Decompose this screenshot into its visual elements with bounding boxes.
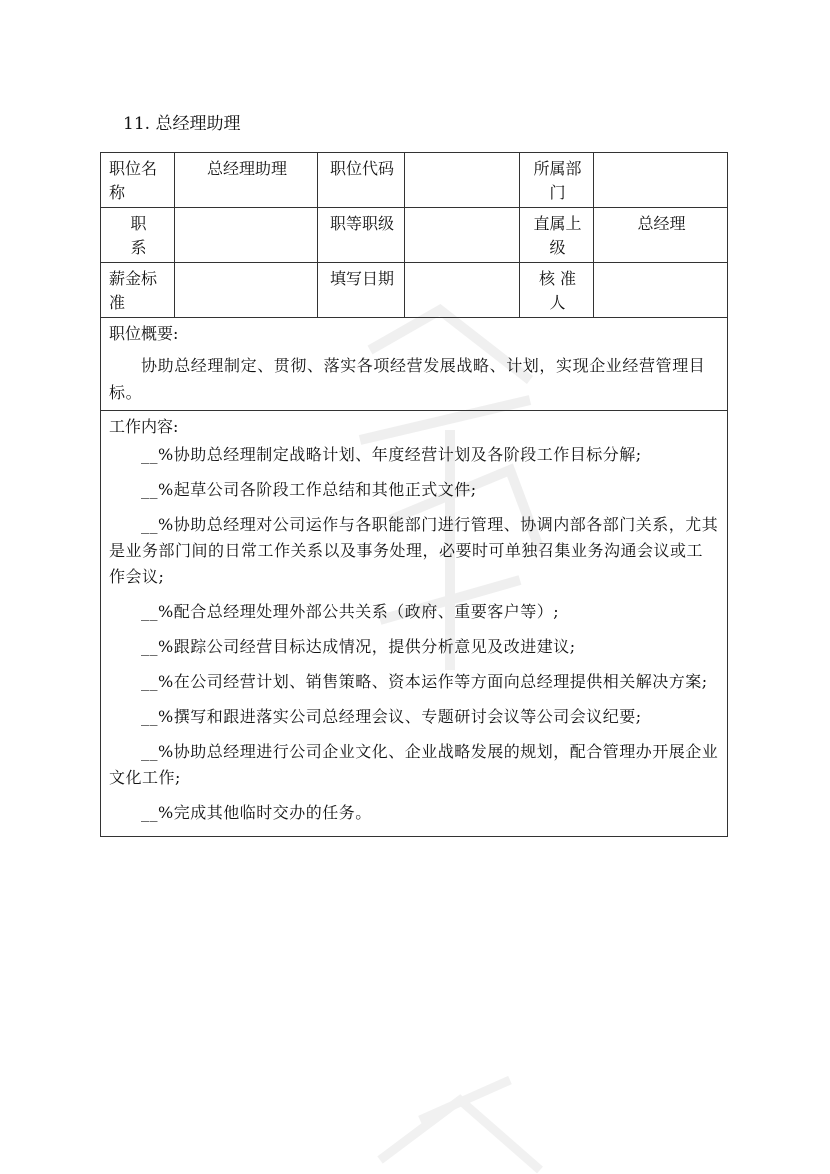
duties-section	[101, 411, 727, 836]
summary-text: 协助总经理制定、贯彻、落实各项经营发展战略、计划，实现企业经营管理目标。	[109, 356, 706, 402]
label-salary-standard: 薪金标准	[109, 269, 158, 312]
duty-item: __%协助总经理进行公司企业文化、企业战略发展的规划，配合管理办开展企业文化工作;	[109, 742, 719, 787]
label-position-code: 职位代码	[329, 159, 394, 178]
label-grade-level: 职等职级	[329, 214, 394, 233]
duty-item: __%完成其他临时交办的任务。	[141, 803, 372, 822]
value-direct-supervisor: 总经理	[637, 214, 686, 233]
label-job-family	[101, 208, 174, 262]
label-job-family-line1: 职	[130, 214, 147, 233]
duty-item: __%起草公司各阶段工作总结和其他正式文件;	[141, 480, 477, 499]
label-job-family-line2: 系	[130, 238, 147, 257]
duties-title: 工作内容:	[109, 417, 179, 436]
label-approver-line2: 人	[549, 293, 566, 312]
table-row	[101, 208, 728, 263]
value-approver	[594, 263, 727, 269]
table-row	[101, 263, 728, 318]
label-department: 所属部门	[533, 159, 582, 202]
duty-item: __%配合总经理处理外部公共关系（政府、重要客户等）;	[141, 602, 560, 621]
table-row-summary	[101, 318, 728, 411]
value-department	[594, 153, 727, 159]
value-job-family	[175, 208, 317, 214]
summary-section	[101, 318, 727, 410]
value-position-code	[405, 153, 519, 159]
duty-item: __%协助总经理制定战略计划、年度经营计划及各阶段工作目标分解;	[141, 445, 642, 464]
summary-title: 职位概要:	[109, 324, 179, 343]
duty-item: __%跟踪公司经营目标达成情况，提供分析意见及改进建议;	[141, 637, 576, 656]
label-fill-date: 填写日期	[329, 269, 394, 288]
table-row	[101, 153, 728, 208]
value-salary-standard	[175, 263, 317, 269]
duty-item: __%在公司经营计划、销售策略、资本运作等方面向总经理提供相关解决方案;	[141, 672, 708, 691]
value-fill-date	[405, 263, 519, 269]
label-approver	[520, 263, 593, 317]
duty-item: __%协助总经理对公司运作与各职能部门进行管理、协调内部各部门关系，尤其是业务部门间的日常工作关系以及事务处理，必要时可单独召集业务沟通会议或工作会议;	[109, 515, 719, 586]
value-position-name: 总经理助理	[206, 159, 287, 178]
label-approver-line1: 核 准	[538, 269, 577, 288]
table-row-duties	[101, 411, 728, 837]
job-description-table	[100, 152, 728, 837]
duty-item: __%撰写和跟进落实公司总经理会议、专题研讨会议等公司会议纪要;	[141, 707, 642, 726]
label-direct-supervisor: 直属上级	[533, 214, 582, 257]
value-grade-level	[405, 208, 519, 214]
label-position-name: 职位名称	[109, 159, 158, 202]
page-heading: 11. 总经理助理	[123, 114, 241, 134]
watermark-graphic-bottom	[360, 1060, 560, 1174]
